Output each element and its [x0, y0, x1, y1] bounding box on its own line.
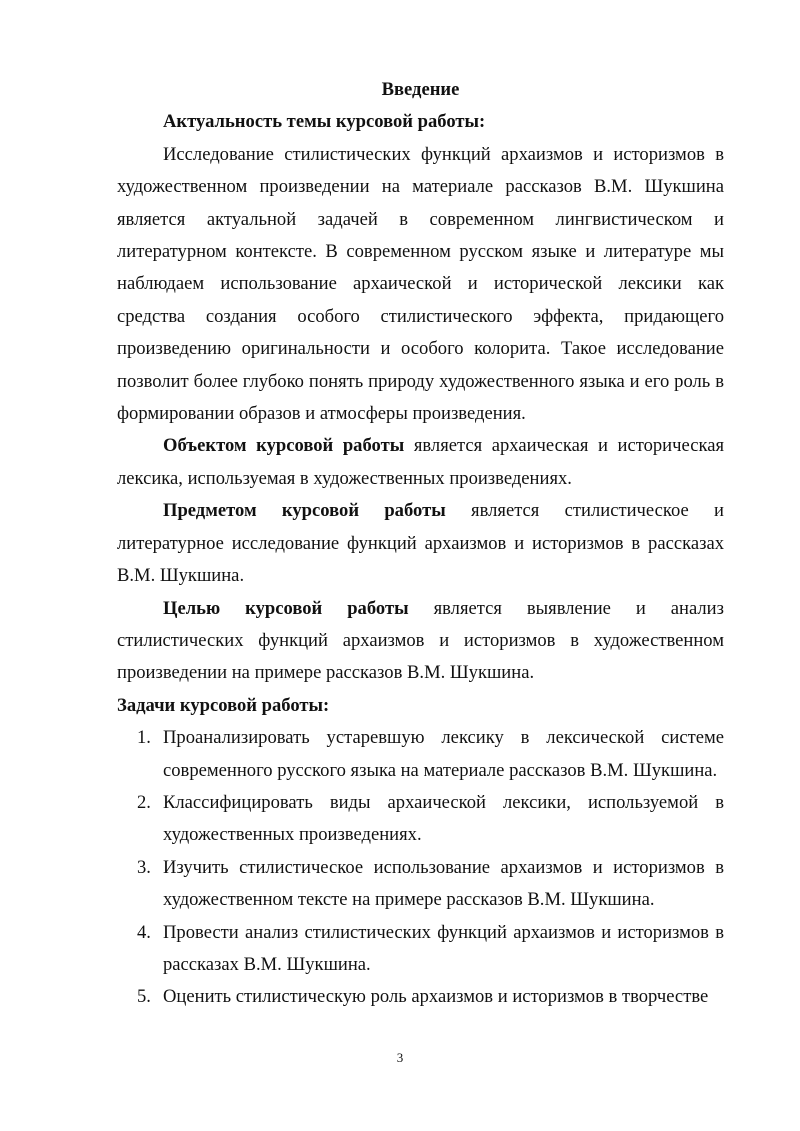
task-list — [117, 722, 724, 1014]
goal-paragraph — [117, 593, 724, 690]
relevance-heading: Актуальность темы курсовой работы: — [163, 111, 486, 133]
list-item — [117, 852, 724, 917]
list-item — [117, 917, 724, 982]
object-paragraph — [117, 430, 724, 495]
list-item-number: 1. — [137, 727, 151, 749]
subject-paragraph — [117, 495, 724, 592]
list-item-text: Оценить стилистическую роль архаизмов и историзмов в творчестве — [163, 986, 709, 1008]
list-item-text: Классифицировать виды архаической лексики, используемой в художественных произведениях. — [163, 791, 724, 846]
list-item-text: Проанализировать устаревшую лексику в лексической системе современного русского языка на материале рассказов В.М. Шукшина. — [163, 727, 724, 781]
list-item-number: 5. — [137, 986, 151, 1008]
subject-text: является стилистическое и литературное исследование функций архаизмов и историзмов в рассказах В.М. Шукшина. — [117, 500, 724, 587]
list-item-number: 4. — [137, 921, 151, 943]
list-item-text: Изучить стилистическое использование архаизмов и историзмов в художественном тексте на примере рассказов В.М. Шукшина. — [163, 856, 724, 911]
object-text: является архаическая и историческая лексика, используемая в художественных произведениях. — [117, 435, 725, 489]
list-item — [117, 981, 724, 1013]
list-item-number: 3. — [137, 856, 151, 878]
goal-text: является выявление и анализ стилистических функций архаизмов и историзмов в художественном произведении на примере рассказов В.М. Шукшина. — [117, 597, 724, 684]
goal-label: Целью курсовой работы — [163, 597, 409, 619]
subject-label: Предметом курсовой работы — [163, 500, 446, 522]
object-label: Объектом курсовой работы — [163, 435, 405, 457]
page-title: Введение — [381, 79, 460, 100]
list-item-number: 2. — [137, 791, 151, 813]
page-content — [117, 74, 724, 1014]
page-number: 3 — [396, 1050, 404, 1065]
relevance-paragraph: Исследование стилистических функций архаизмов и историзмов в художественном произведении на материале рассказов В.М. Шукшина является актуальной задачей в современном лингвистическом и литературном контексте. В современном русском языке и литературе мы наблюдаем использование архаической и исторической лексики как средства создания особого стилистического эффекта, придающего произведению оригинальности и особого колорита. Такое исследование позволит более глубоко понять природу художественного языка и его роль в формировании образов и атмосферы произведения. — [117, 143, 724, 425]
list-item — [117, 722, 724, 787]
list-item-text: Провести анализ стилистических функций архаизмов и историзмов в рассказах В.М. Шукшина. — [163, 921, 724, 975]
list-item — [117, 787, 724, 852]
tasks-heading: Задачи курсовой работы: — [117, 694, 330, 716]
